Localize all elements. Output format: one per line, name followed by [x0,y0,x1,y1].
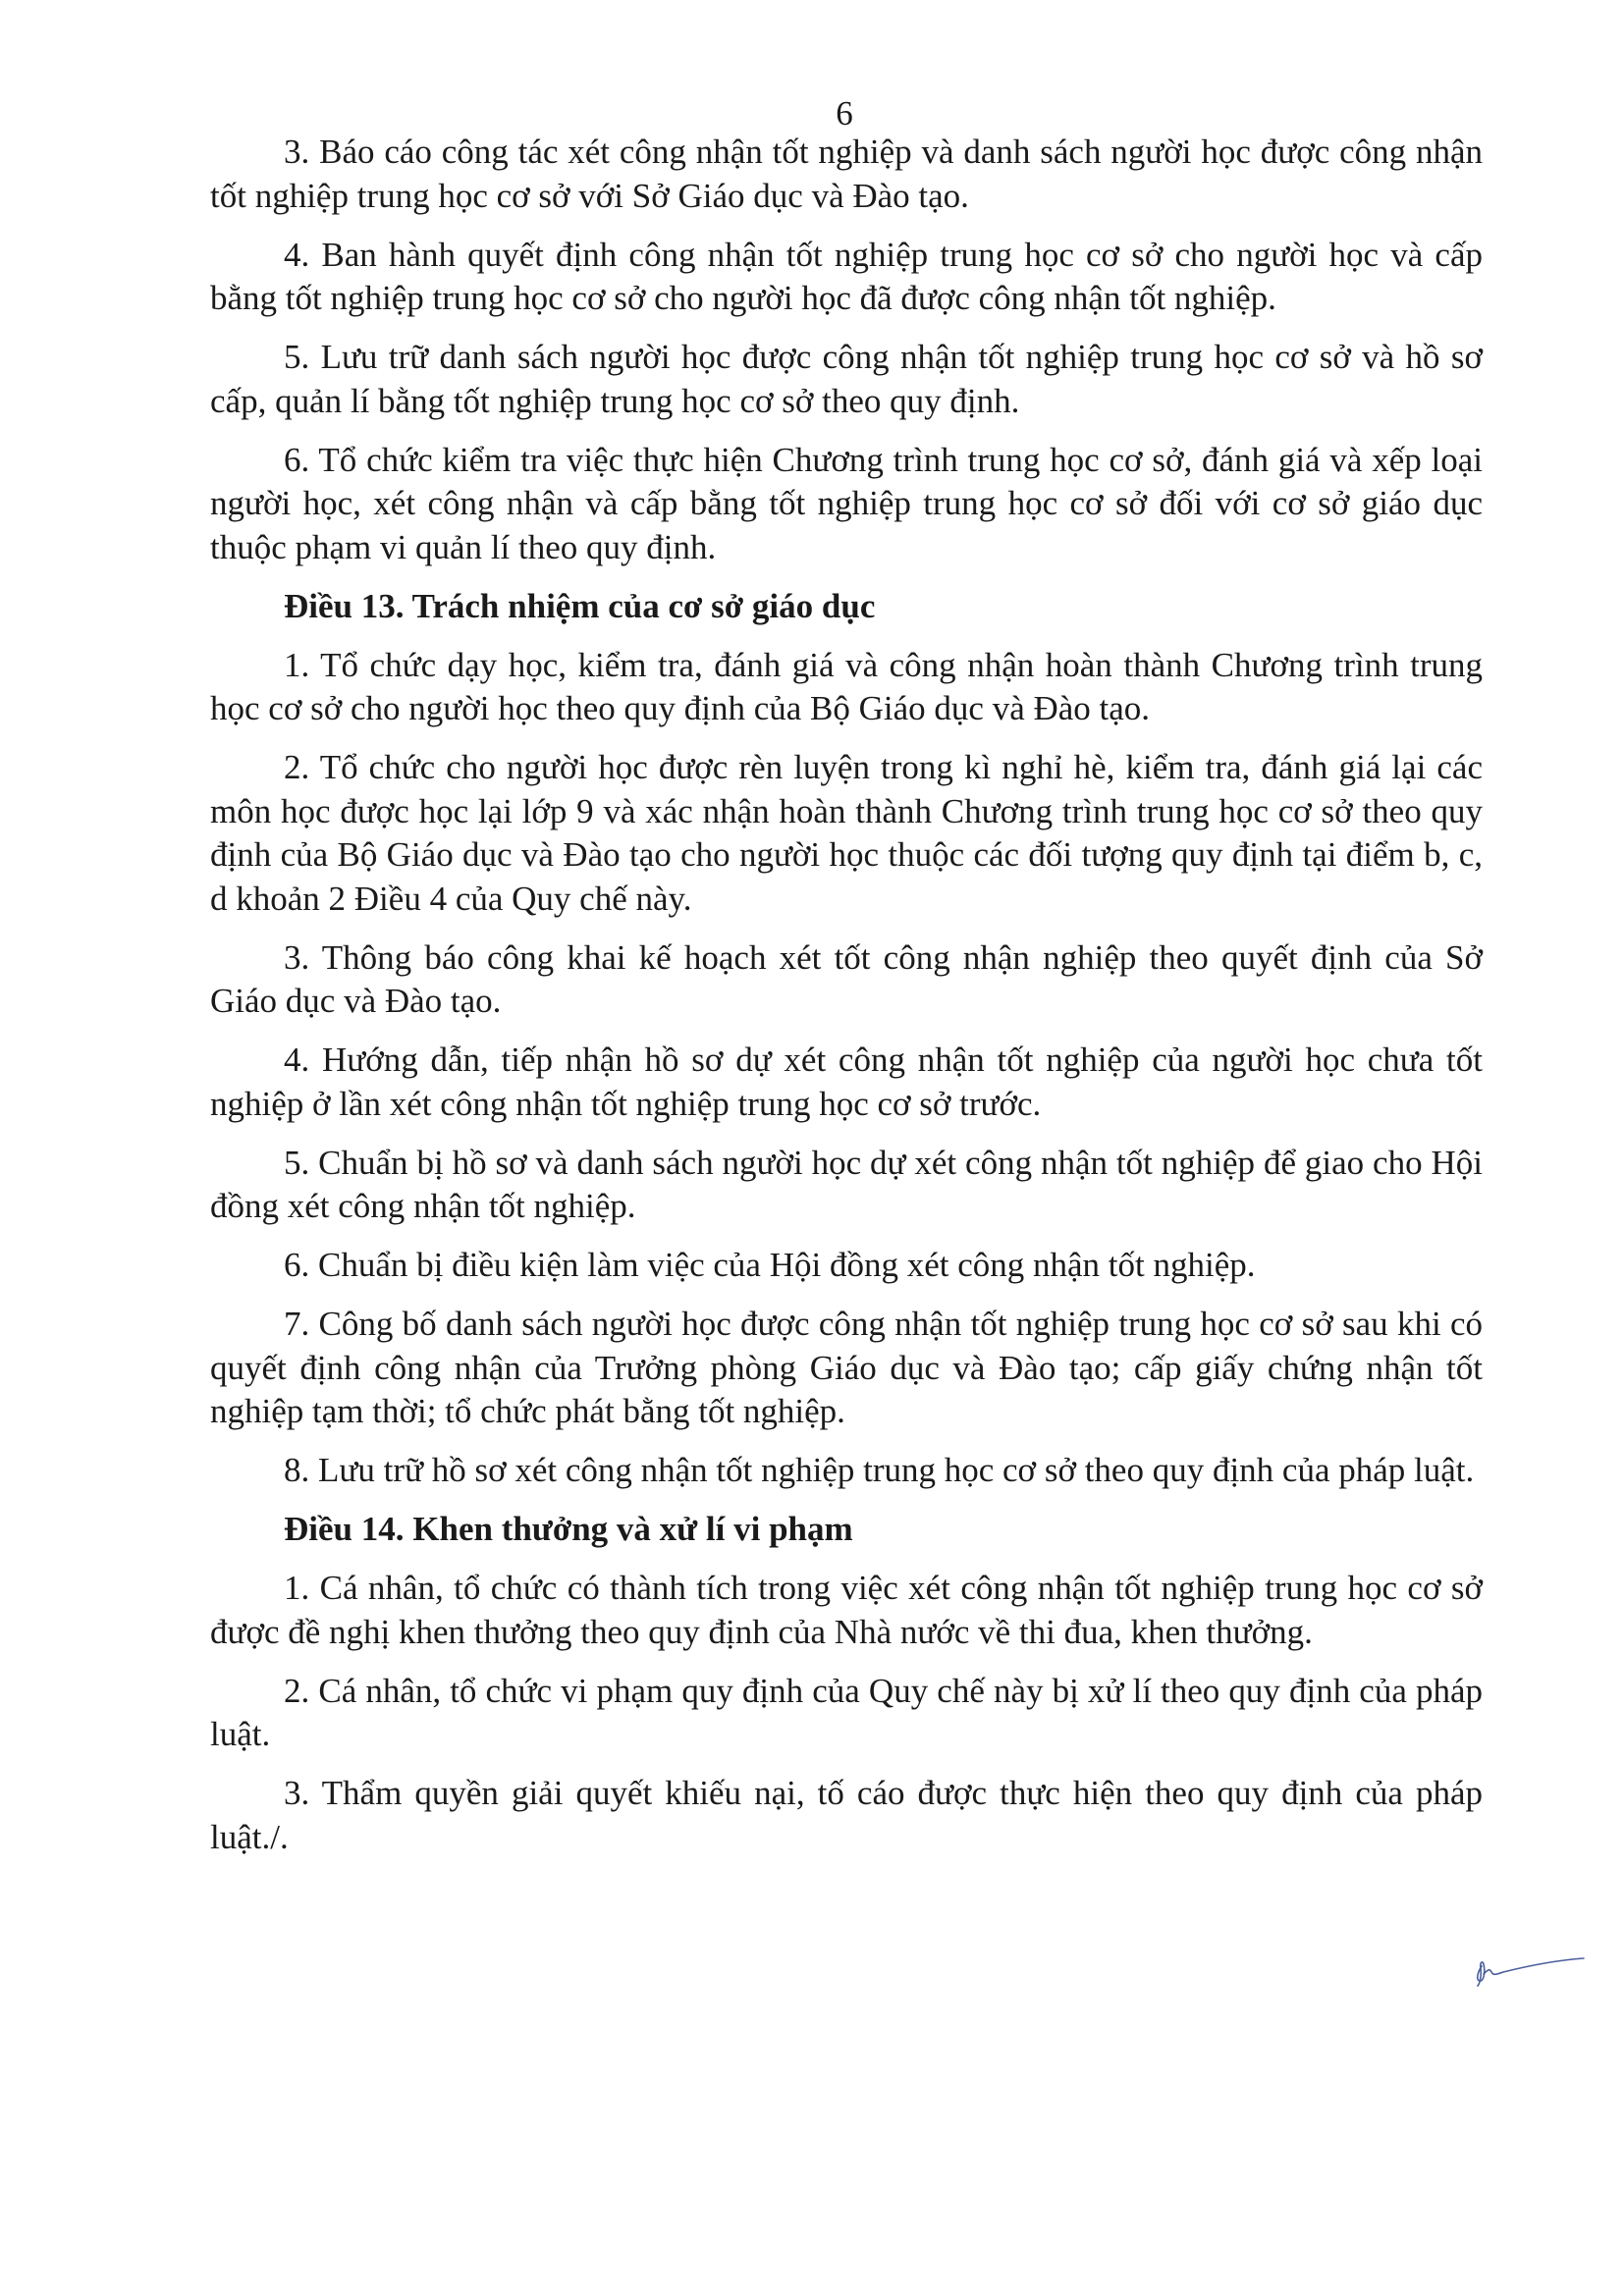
paragraph: 4. Hướng dẫn, tiếp nhận hồ sơ dự xét công nhận tốt nghiệp của người học chưa tốt nghiệp ở lần xét công nhận tốt nghiệp trung học cơ sở trước. [210,1041,1483,1123]
paragraph: 6. Tổ chức kiểm tra việc thực hiện Chương trình trung học cơ sở, đánh giá và xếp loại người học, xét công nhận và cấp bằng tốt nghiệp trung học cơ sở đối với cơ sở giáo dục thuộc phạm vi quản lí theo quy định. [210,440,1483,566]
paragraph: 3. Thông báo công khai kế hoạch xét tốt công nhận nghiệp theo quyết định của Sở Giáo dục và Đào tạo. [210,937,1483,1020]
paragraph: 6. Chuẩn bị điều kiện làm việc của Hội đồng xét công nhận tốt nghiệp. [284,1246,1256,1284]
paragraph: 7. Công bố danh sách người học được công nhận tốt nghiệp trung học cơ sở sau khi có quyết định công nhận của Trưởng phòng Giáo dục và Đào tạo; cấp giấy chứng nhận tốt nghiệp tạm thời; tổ chức phát bằng tốt nghiệp. [210,1305,1483,1430]
initial-signature [1468,1949,1586,1988]
document-body [210,131,1483,1875]
paragraph: 1. Cá nhân, tổ chức có thành tích trong việc xét công nhận tốt nghiệp trung học cơ sở được đề nghị khen thưởng theo quy định của Nhà nước về thi đua, khen thưởng. [210,1569,1483,1651]
paragraph: 4. Ban hành quyết định công nhận tốt nghiệp trung học cơ sở cho người học và cấp bằng tốt nghiệp trung học cơ sở cho người học đã được công nhận tốt nghiệp. [210,235,1483,317]
paragraph: 2. Tổ chức cho người học được rèn luyện trong kì nghỉ hè, kiểm tra, đánh giá lại các môn học được học lại lớp 9 và xác nhận hoàn thành Chương trình trung học cơ sở theo quy định của Bộ Giáo dục và Đào tạo cho người học thuộc các đối tượng quy định tại điểm b, c, d khoản 2 Điều 4 của Quy chế này. [210,748,1483,918]
paragraph: 5. Lưu trữ danh sách người học được công nhận tốt nghiệp trung học cơ sở và hồ sơ cấp, quản lí bằng tốt nghiệp trung học cơ sở theo quy định. [210,338,1483,420]
paragraph: 2. Cá nhân, tổ chức vi phạm quy định của Quy chế này bị xử lí theo quy định của pháp luật. [210,1671,1483,1753]
paragraph: 8. Lưu trữ hồ sơ xét công nhận tốt nghiệp trung học cơ sở theo quy định của pháp luật. [284,1451,1475,1489]
paragraph: 5. Chuẩn bị hồ sơ và danh sách người học dự xét công nhận tốt nghiệp để giao cho Hội đồng xét công nhận tốt nghiệp. [210,1143,1483,1225]
paragraph: 1. Tổ chức dạy học, kiểm tra, đánh giá và công nhận hoàn thành Chương trình trung học cơ sở cho người học theo quy định của Bộ Giáo dục và Đào tạo. [210,645,1483,727]
paragraph: 3. Thẩm quyền giải quyết khiếu nại, tố cáo được thực hiện theo quy định của pháp luật./. [210,1774,1483,1856]
article-heading: Điều 13. Trách nhiệm của cơ sở giáo dục [284,586,876,625]
page-number: 6 [836,94,853,133]
article-heading: Điều 14. Khen thưởng và xử lí vi phạm [284,1510,853,1548]
signature-stroke [1478,1958,1584,1986]
paragraph: 3. Báo cáo công tác xét công nhận tốt nghiệp và danh sách người học được công nhận tốt nghiệp trung học cơ sở với Sở Giáo dục và Đào tạo. [210,133,1483,215]
